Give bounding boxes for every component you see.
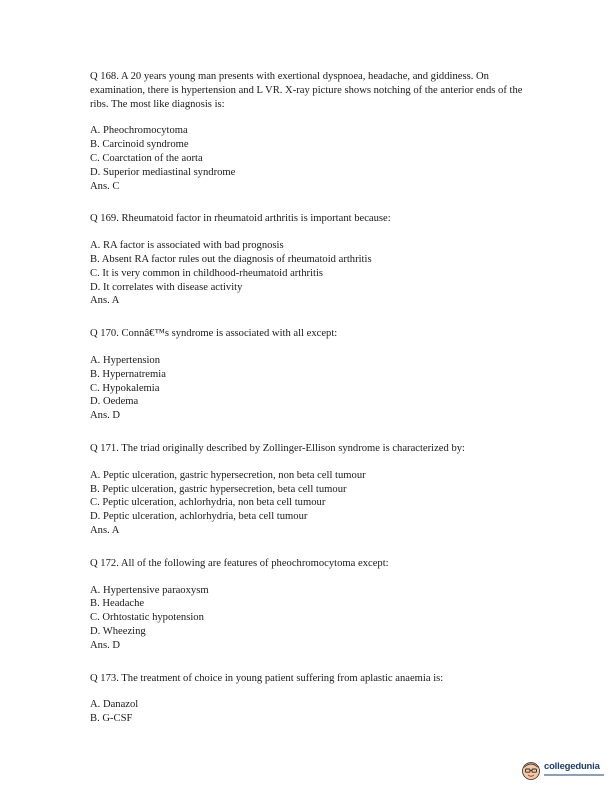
option-c: C. Orhtostatic hypotension — [90, 612, 204, 624]
answer: Ans. A — [90, 524, 120, 536]
option-d: D. Wheezing — [90, 625, 146, 637]
option-b: B. Peptic ulceration, gastric hypersecretion, beta cell tumour — [90, 483, 347, 495]
answer: Ans. C — [90, 180, 120, 192]
answer: Ans. A — [90, 295, 120, 307]
option-a: A. RA factor is associated with bad prognosis — [90, 240, 284, 252]
option-c: C. Hypokalemia — [90, 382, 160, 394]
question-text: Q 169. Rheumatoid factor in rheumatoid arthritis is important because: — [90, 213, 391, 225]
question-172 — [90, 557, 530, 653]
option-a: A. Peptic ulceration, gastric hypersecretion, non beta cell tumour — [90, 469, 366, 481]
question-168 — [90, 70, 530, 193]
question-text: Q 172. All of the following are features of pheochromocytoma except: — [90, 557, 389, 569]
question-169 — [90, 212, 530, 308]
question-text: Q 173. The treatment of choice in young patient suffering from aplastic anaemia is: — [90, 672, 444, 684]
collegedunia-logo[interactable] — [520, 757, 606, 785]
option-a: A. Pheochromocytoma — [90, 125, 188, 137]
logo-tagline-bar — [544, 774, 604, 776]
option-d: D. Peptic ulceration, achlorhydria, beta cell tumour — [90, 511, 308, 523]
collegedunia-mascot-icon — [520, 759, 542, 781]
answer: Ans. D — [90, 410, 121, 422]
option-b: B. Absent RA factor rules out the diagnosis of rheumatoid arthritis — [90, 253, 372, 265]
question-173 — [90, 672, 530, 726]
answer: Ans. D — [90, 639, 121, 651]
question-170 — [90, 327, 530, 423]
option-d: D. Oedema — [90, 396, 139, 408]
option-a: A. Danazol — [90, 699, 139, 711]
question-text: Q 170. Connâ€™s syndrome is associated with all except: — [90, 328, 338, 340]
option-d: D. Superior mediastinal syndrome — [90, 166, 236, 178]
question-text: Q 168. A 20 years young man presents with exertional dyspnoea, headache, and giddiness. On examination, there is hypertension and L VR. X-ray picture shows notching of the anterior ends of the ribs. The most like diagnosis is: — [90, 71, 523, 110]
option-b: B. Carcinoid syndrome — [90, 139, 189, 151]
option-c: C. Peptic ulceration, achlorhydria, non beta cell tumour — [90, 497, 326, 509]
question-171 — [90, 442, 530, 538]
option-b: B. Headache — [90, 598, 145, 610]
option-b: B. G-CSF — [90, 713, 133, 725]
logo-brand-text: collegedunia — [544, 761, 600, 772]
question-list — [90, 70, 530, 745]
option-c: C. It is very common in childhood-rheumatoid arthritis — [90, 267, 324, 279]
option-a: A. Hypertension — [90, 354, 161, 366]
option-d: D. It correlates with disease activity — [90, 281, 243, 293]
option-b: B. Hypernatremia — [90, 368, 166, 380]
option-a: A. Hypertensive paraoxysm — [90, 584, 209, 596]
question-text: Q 171. The triad originally described by Zollinger-Ellison syndrome is characterized by: — [90, 442, 465, 454]
option-c: C. Coarctation of the aorta — [90, 152, 203, 164]
